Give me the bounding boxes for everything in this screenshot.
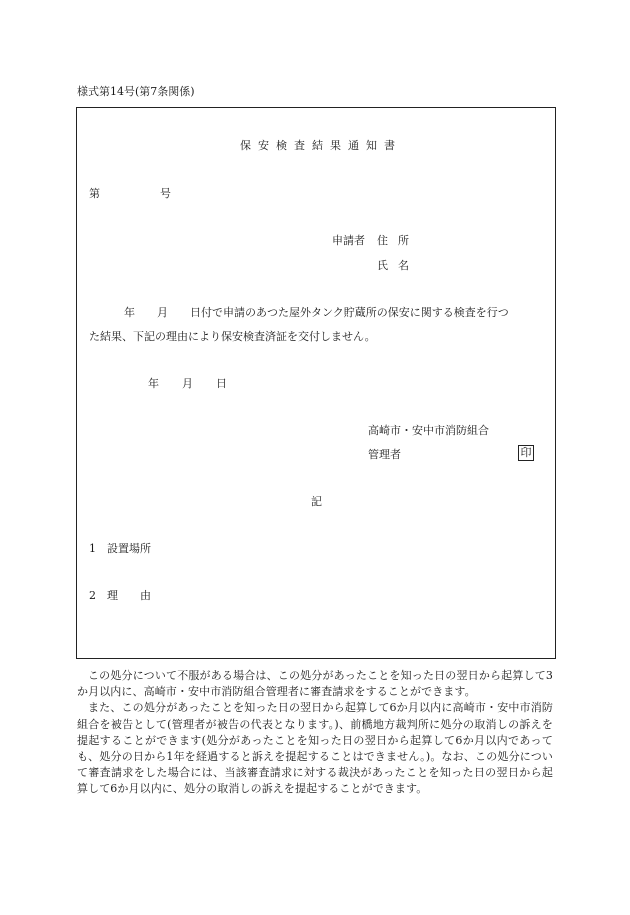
item-label: 設置場所 [107,542,151,555]
date-day: 日 [216,377,227,390]
body-month: 月 [157,306,168,319]
address-label: 住所 [377,234,419,247]
item-number: 1 [89,542,96,555]
manager-label: 管理者 [368,448,401,461]
body-year: 年 [124,306,135,319]
item-number: 2 [89,589,96,602]
applicant-label: 申請者 [332,234,365,247]
document-title: 保安検査結果通知書 [240,139,402,152]
number-label: 第 [89,187,100,200]
item-installation-site [89,543,151,554]
date-line [148,378,227,389]
seal-mark: 印 [518,445,534,461]
appeal-notice [77,668,553,798]
body-line-1-text: 日付で申請のあつた屋外タンク貯蔵所の保安に関する検査を行つ [190,306,509,319]
notice-paragraph-1: この処分について不服がある場合は、この処分があったことを知った日の翌日から起算して3か月以内に、高崎市・安中市消防組合管理者に審査請求をすることができます。 [77,669,553,699]
issuer-org: 高崎市・安中市消防組合 [368,424,489,437]
date-month: 月 [182,377,193,390]
number-suffix: 号 [160,187,171,200]
item-label: 理 由 [107,589,151,602]
item-reason [89,590,151,601]
name-label: 氏名 [377,259,419,272]
date-year: 年 [148,377,159,390]
ki-label: 記 [311,495,322,508]
body-line-2: た結果、下記の理由により保安検査済証を交付しません。 [89,330,376,343]
form-number: 様式第14号(第7条関係) [77,85,195,98]
body-line-1 [124,307,509,318]
notice-paragraph-2: また、この処分があったことを知った日の翌日から起算して6か月以内に高崎市・安中市消防組合を被告として(管理者が被告の代表となります。)、前橋地方裁判所に処分の取消しの訴えを提起することができます(処分があったことを知った日の翌日から起算して6か月以内であっても、処分の日から1年を経過すると訴えを提起することはできません。)。なお、この処分について審査請求をした場合には、当該審査請求に対する裁決があったことを知った日の翌日から起算して6か月以内に、処分の取消しの訴えを提起することができます。 [77,701,553,796]
